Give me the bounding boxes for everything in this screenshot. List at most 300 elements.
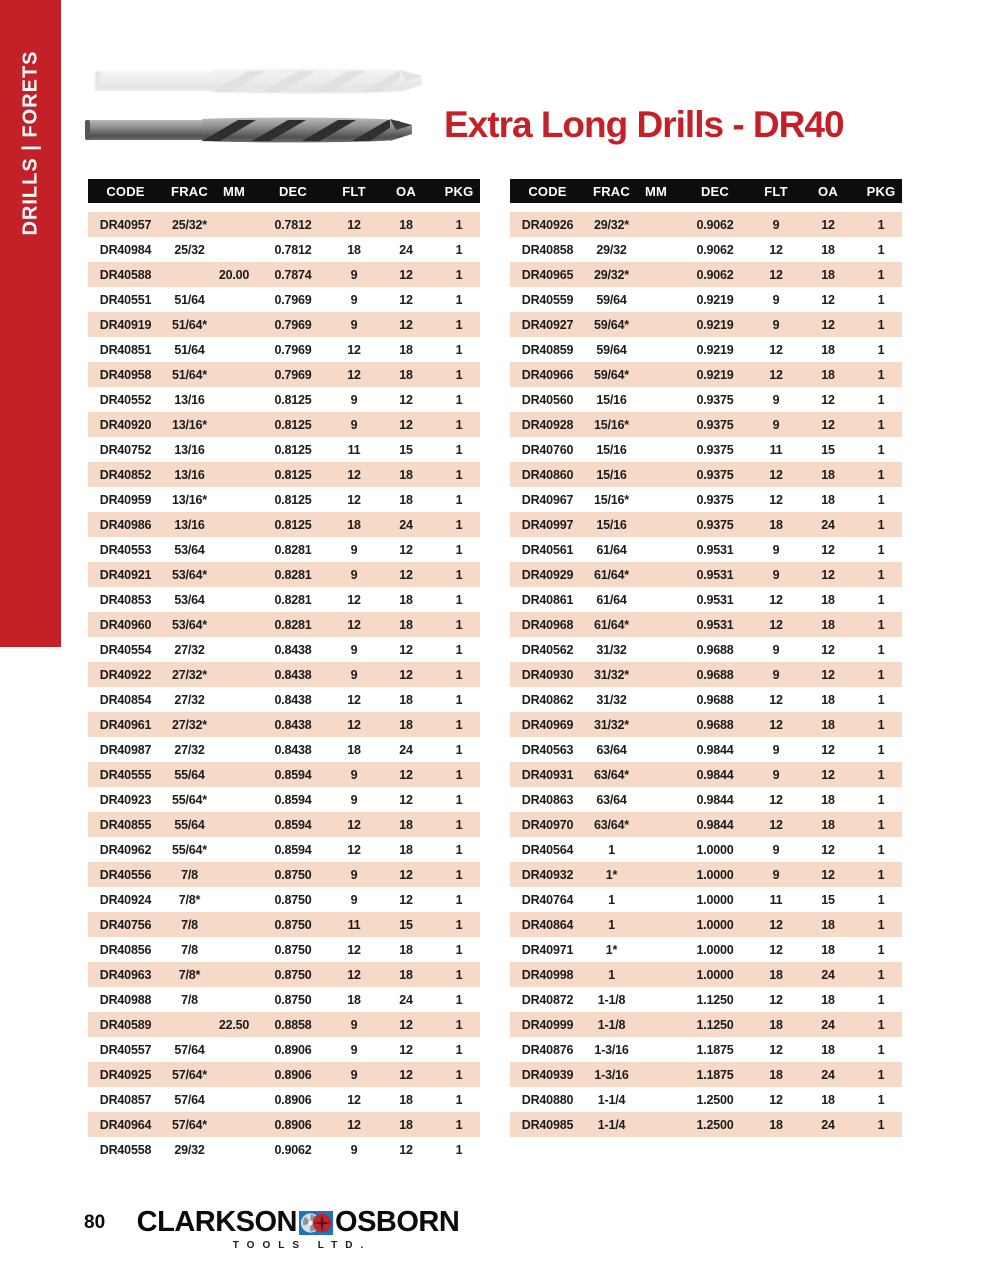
cell-flt: 12 <box>347 617 361 632</box>
cell-oa: 18 <box>399 367 413 382</box>
cell-oa: 18 <box>821 267 835 282</box>
cell-frac: 57/64 <box>174 1092 205 1107</box>
cell-mm <box>216 412 252 437</box>
cell-dec: 1.0000 <box>696 967 734 982</box>
cell-frac: 7/8* <box>178 967 201 982</box>
cell-mm <box>216 537 252 562</box>
cell-code: DR40862 <box>521 692 574 707</box>
cell-pkg: 1 <box>455 617 463 632</box>
cell-code: DR40560 <box>521 392 574 407</box>
cell-dec: 0.9375 <box>696 467 734 482</box>
cell-mm <box>216 1137 252 1162</box>
cell-oa: 12 <box>399 392 413 407</box>
cell-code: DR40960 <box>99 617 152 632</box>
cell-code: DR40554 <box>99 642 152 657</box>
cell-pkg: 1 <box>877 1067 885 1082</box>
cell-flt: 12 <box>347 817 361 832</box>
cell-oa: 12 <box>399 892 413 907</box>
cell-frac: 7/8 <box>181 942 198 957</box>
cell-oa: 18 <box>399 817 413 832</box>
cell-oa: 24 <box>821 517 835 532</box>
cell-frac: 13/16 <box>174 392 205 407</box>
cell-flt: 9 <box>350 1017 358 1032</box>
cell-oa: 12 <box>821 292 835 307</box>
cell-code: DR40957 <box>99 217 152 232</box>
cell-pkg: 1 <box>877 1042 885 1057</box>
cell-mm <box>638 612 674 637</box>
cell-code: DR40919 <box>99 317 152 332</box>
cell-dec: 0.8125 <box>274 442 312 457</box>
cell-code: DR40959 <box>99 492 152 507</box>
cell-dec: 0.8594 <box>274 842 312 857</box>
table-row <box>88 962 480 987</box>
cell-code: DR40854 <box>99 692 152 707</box>
cell-oa: 12 <box>821 742 835 757</box>
cell-dec: 0.7812 <box>274 217 312 232</box>
cell-oa: 18 <box>399 1117 413 1132</box>
cell-oa: 12 <box>821 217 835 232</box>
cell-pkg: 1 <box>455 1092 463 1107</box>
clarkson-osborn-logo-icon <box>299 1211 333 1235</box>
cell-frac: 29/32* <box>594 267 629 282</box>
cell-frac: 59/64* <box>594 317 629 332</box>
table-row <box>510 862 902 887</box>
table-row <box>510 687 902 712</box>
cell-flt: 12 <box>769 467 783 482</box>
cell-frac: 27/32* <box>172 717 207 732</box>
cell-dec: 0.8750 <box>274 867 312 882</box>
cell-flt: 9 <box>350 1142 358 1157</box>
cell-pkg: 1 <box>455 892 463 907</box>
cell-mm <box>638 208 674 238</box>
cell-code: DR40589 <box>99 1017 152 1032</box>
table-row <box>510 587 902 612</box>
table-row <box>88 437 480 462</box>
cell-dec: 1.1875 <box>696 1042 734 1057</box>
cell-dec: 1.0000 <box>696 942 734 957</box>
cell-flt: 12 <box>347 342 361 357</box>
cell-flt: 9 <box>772 217 780 232</box>
table-row <box>88 637 480 662</box>
cell-pkg: 1 <box>877 267 885 282</box>
table-row <box>510 637 902 662</box>
cell-pkg: 1 <box>455 1017 463 1032</box>
cell-frac: 15/16 <box>596 467 627 482</box>
cell-frac: 1 <box>608 967 615 982</box>
table-row <box>510 1062 902 1087</box>
cell-pkg: 1 <box>455 517 463 532</box>
cell-mm <box>216 737 252 762</box>
cell-pkg: 1 <box>877 467 885 482</box>
cell-mm <box>638 687 674 712</box>
cell-mm <box>216 1087 252 1112</box>
cell-oa: 18 <box>399 967 413 982</box>
cell-flt: 9 <box>350 392 358 407</box>
cell-frac: 63/64* <box>594 817 629 832</box>
cell-pkg: 1 <box>455 992 463 1007</box>
cell-mm <box>638 762 674 787</box>
cell-code: DR40929 <box>521 567 574 582</box>
cell-pkg: 1 <box>455 417 463 432</box>
cell-pkg: 1 <box>455 1142 463 1157</box>
cell-frac: 15/16* <box>594 417 629 432</box>
cell-dec: 0.9531 <box>696 542 734 557</box>
cell-dec: 0.8125 <box>274 467 312 482</box>
cell-pkg: 1 <box>877 767 885 782</box>
cell-dec: 1.0000 <box>696 892 734 907</box>
cell-code: DR40561 <box>521 542 574 557</box>
brand-subtitle: TOOLS LTD. <box>232 1239 372 1251</box>
cell-flt: 9 <box>350 792 358 807</box>
table-row <box>510 312 902 337</box>
table-row <box>88 712 480 737</box>
cell-dec: 0.9688 <box>696 717 734 732</box>
cell-flt: 9 <box>772 567 780 582</box>
cell-pkg: 1 <box>455 742 463 757</box>
cell-code: DR40555 <box>99 767 152 782</box>
cell-code: DR40760 <box>521 442 574 457</box>
cell-mm <box>216 437 252 462</box>
cell-flt: 18 <box>347 992 361 1007</box>
column-header-oa: OA <box>796 179 860 208</box>
cell-oa: 24 <box>821 1017 835 1032</box>
cell-mm <box>638 412 674 437</box>
cell-mm <box>638 662 674 687</box>
cell-flt: 9 <box>350 542 358 557</box>
cell-flt: 9 <box>350 417 358 432</box>
cell-oa: 15 <box>399 917 413 932</box>
cell-flt: 9 <box>772 542 780 557</box>
cell-code: DR40861 <box>521 592 574 607</box>
cell-mm <box>638 637 674 662</box>
cell-mm <box>216 712 252 737</box>
cell-code: DR40932 <box>521 867 574 882</box>
cell-code: DR40998 <box>521 967 574 982</box>
cell-flt: 18 <box>769 1117 783 1132</box>
cell-pkg: 1 <box>877 292 885 307</box>
cell-dec: 0.9375 <box>696 517 734 532</box>
cell-pkg: 1 <box>455 792 463 807</box>
cell-code: DR40553 <box>99 542 152 557</box>
cell-flt: 18 <box>347 742 361 757</box>
cell-pkg: 1 <box>877 242 885 257</box>
cell-frac: 57/64* <box>172 1067 207 1082</box>
cell-dec: 1.1875 <box>696 1067 734 1082</box>
cell-mm <box>638 1037 674 1062</box>
cell-flt: 9 <box>350 567 358 582</box>
cell-oa: 12 <box>399 867 413 882</box>
table-row <box>88 587 480 612</box>
cell-mm <box>638 337 674 362</box>
cell-flt: 18 <box>769 1017 783 1032</box>
cell-pkg: 1 <box>455 867 463 882</box>
cell-pkg: 1 <box>455 467 463 482</box>
cell-frac <box>163 262 216 287</box>
cell-dec: 1.1250 <box>696 1017 734 1032</box>
cell-mm <box>216 337 252 362</box>
cell-flt: 12 <box>769 1042 783 1057</box>
cell-oa: 12 <box>399 292 413 307</box>
cell-pkg: 1 <box>877 217 885 232</box>
cell-mm <box>216 887 252 912</box>
cell-mm <box>216 662 252 687</box>
cell-code: DR40984 <box>99 242 152 257</box>
cell-flt: 18 <box>769 517 783 532</box>
cell-dec: 0.9844 <box>696 767 734 782</box>
cell-mm <box>638 837 674 862</box>
cell-code: DR40924 <box>99 892 152 907</box>
cell-oa: 18 <box>399 342 413 357</box>
table-row <box>88 287 480 312</box>
column-header-dec: DEC <box>252 179 334 208</box>
cell-flt: 12 <box>769 492 783 507</box>
cell-mm <box>216 762 252 787</box>
cell-oa: 12 <box>821 567 835 582</box>
cell-frac: 1* <box>605 942 618 957</box>
cell-mm: 20.00 <box>218 267 250 282</box>
cell-frac: 63/64 <box>596 792 627 807</box>
cell-oa: 18 <box>399 692 413 707</box>
cell-flt: 9 <box>350 667 358 682</box>
cell-dec: 0.8438 <box>274 742 312 757</box>
cell-flt: 11 <box>347 442 361 457</box>
cell-flt: 12 <box>347 1092 361 1107</box>
cell-pkg: 1 <box>877 942 885 957</box>
table-row <box>510 962 902 987</box>
cell-flt: 12 <box>347 467 361 482</box>
cell-flt: 9 <box>772 417 780 432</box>
cell-code: DR40931 <box>521 767 574 782</box>
cell-pkg: 1 <box>877 642 885 657</box>
cell-oa: 12 <box>399 792 413 807</box>
cell-mm <box>216 312 252 337</box>
table-row <box>88 362 480 387</box>
cell-code: DR40564 <box>521 842 574 857</box>
cell-frac: 1-1/8 <box>597 1017 626 1032</box>
cell-flt: 12 <box>347 367 361 382</box>
cell-flt: 12 <box>347 492 361 507</box>
cell-frac: 57/64* <box>172 1117 207 1132</box>
table-row <box>88 237 480 262</box>
cell-mm <box>216 208 252 238</box>
column-header-pkg: PKG <box>438 179 480 208</box>
cell-flt: 12 <box>769 942 783 957</box>
column-header-mm: MM <box>638 179 674 208</box>
cell-oa: 12 <box>821 542 835 557</box>
cell-pkg: 1 <box>877 317 885 332</box>
cell-mm <box>638 362 674 387</box>
cell-flt: 9 <box>350 1067 358 1082</box>
cell-dec: 0.9062 <box>274 1142 312 1157</box>
cell-pkg: 1 <box>455 967 463 982</box>
table-row <box>510 737 902 762</box>
cell-code: DR40756 <box>99 917 152 932</box>
cell-flt: 12 <box>769 792 783 807</box>
cell-mm <box>216 487 252 512</box>
cell-frac: 27/32 <box>174 642 205 657</box>
cell-mm <box>638 712 674 737</box>
cell-dec: 0.9531 <box>696 592 734 607</box>
table-row <box>510 387 902 412</box>
cell-code: DR40964 <box>99 1117 152 1132</box>
cell-pkg: 1 <box>455 567 463 582</box>
cell-dec: 0.8750 <box>274 942 312 957</box>
table-row <box>510 262 902 287</box>
cell-oa: 12 <box>821 842 835 857</box>
cell-dec: 0.8594 <box>274 792 312 807</box>
cell-frac: 15/16 <box>596 517 627 532</box>
cell-flt: 9 <box>772 317 780 332</box>
cell-pkg: 1 <box>455 367 463 382</box>
cell-flt: 12 <box>347 592 361 607</box>
cell-frac: 57/64 <box>174 1042 205 1057</box>
cell-pkg: 1 <box>877 1092 885 1107</box>
cell-pkg: 1 <box>877 592 885 607</box>
table-row <box>510 787 902 812</box>
cell-dec: 0.9375 <box>696 492 734 507</box>
cell-frac: 31/32 <box>596 692 627 707</box>
cell-frac: 1 <box>608 917 615 932</box>
table-row <box>88 987 480 1012</box>
cell-mm <box>216 237 252 262</box>
table-row <box>88 1087 480 1112</box>
cell-oa: 18 <box>821 917 835 932</box>
cell-frac: 7/8 <box>181 917 198 932</box>
cell-oa: 18 <box>399 717 413 732</box>
cell-dec: 0.9688 <box>696 692 734 707</box>
cell-oa: 12 <box>399 1142 413 1157</box>
cell-frac: 55/64* <box>172 842 207 857</box>
cell-mm <box>216 287 252 312</box>
cell-code: DR40971 <box>521 942 574 957</box>
cell-frac: 7/8* <box>178 892 201 907</box>
cell-dec: 0.8594 <box>274 817 312 832</box>
cell-oa: 12 <box>399 767 413 782</box>
cell-mm <box>216 812 252 837</box>
table-row <box>510 887 902 912</box>
cell-frac: 61/64* <box>594 567 629 582</box>
cell-mm <box>638 512 674 537</box>
cell-dec: 0.9062 <box>696 217 734 232</box>
cell-oa: 18 <box>399 942 413 957</box>
cell-frac: 13/16 <box>174 442 205 457</box>
cell-dec: 0.7969 <box>274 292 312 307</box>
cell-flt: 9 <box>350 767 358 782</box>
cell-frac: 53/64 <box>174 542 205 557</box>
cell-frac <box>163 1012 216 1037</box>
cell-code: DR40923 <box>99 792 152 807</box>
cell-pkg: 1 <box>877 792 885 807</box>
cell-pkg: 1 <box>455 292 463 307</box>
cell-dec: 0.8438 <box>274 642 312 657</box>
cell-oa: 12 <box>399 567 413 582</box>
cell-pkg: 1 <box>877 967 885 982</box>
table-row <box>510 562 902 587</box>
cell-pkg: 1 <box>455 442 463 457</box>
cell-frac: 51/64 <box>174 292 205 307</box>
column-header-oa: OA <box>374 179 438 208</box>
cell-mm <box>216 987 252 1012</box>
table-row <box>510 537 902 562</box>
cell-frac: 31/32* <box>594 717 629 732</box>
cell-frac: 53/64* <box>172 617 207 632</box>
cell-code: DR40926 <box>521 217 574 232</box>
cell-mm <box>638 887 674 912</box>
drill-bit-ghost-image <box>94 62 424 100</box>
cell-code: DR40563 <box>521 742 574 757</box>
cell-oa: 18 <box>399 617 413 632</box>
cell-frac: 27/32 <box>174 742 205 757</box>
table-row <box>88 537 480 562</box>
column-header-flt: FLT <box>334 179 374 208</box>
cell-pkg: 1 <box>877 692 885 707</box>
cell-dec: 0.8906 <box>274 1042 312 1057</box>
cell-pkg: 1 <box>877 342 885 357</box>
cell-dec: 0.9375 <box>696 417 734 432</box>
cell-code: DR40851 <box>99 342 152 357</box>
cell-code: DR40925 <box>99 1067 152 1082</box>
cell-mm <box>638 312 674 337</box>
cell-mm: 22.50 <box>218 1017 250 1032</box>
cell-dec: 0.9062 <box>696 242 734 257</box>
cell-frac: 1-3/16 <box>594 1067 629 1082</box>
cell-frac: 53/64 <box>174 592 205 607</box>
cell-oa: 18 <box>399 592 413 607</box>
cell-pkg: 1 <box>877 992 885 1007</box>
table-row <box>88 487 480 512</box>
cell-oa: 18 <box>821 817 835 832</box>
cell-pkg: 1 <box>877 817 885 832</box>
cell-oa: 15 <box>821 442 835 457</box>
cell-pkg: 1 <box>455 542 463 557</box>
page-number: 80 <box>84 1212 106 1233</box>
cell-pkg: 1 <box>455 592 463 607</box>
cell-mm <box>638 862 674 887</box>
cell-frac: 63/64 <box>596 742 627 757</box>
cell-code: DR40556 <box>99 867 152 882</box>
cell-frac: 1* <box>605 867 618 882</box>
cell-dec: 1.0000 <box>696 842 734 857</box>
cell-dec: 1.0000 <box>696 917 734 932</box>
cell-code: DR40969 <box>521 717 574 732</box>
cell-oa: 12 <box>399 542 413 557</box>
cell-oa: 15 <box>821 892 835 907</box>
cell-flt: 18 <box>347 517 361 532</box>
cell-mm <box>216 912 252 937</box>
cell-code: DR40961 <box>99 717 152 732</box>
cell-pkg: 1 <box>455 392 463 407</box>
cell-pkg: 1 <box>877 742 885 757</box>
cell-oa: 12 <box>399 1067 413 1082</box>
cell-dec: 0.9219 <box>696 342 734 357</box>
cell-code: DR40863 <box>521 792 574 807</box>
table-row <box>88 862 480 887</box>
cell-frac: 25/32 <box>174 242 205 257</box>
column-header-flt: FLT <box>756 179 796 208</box>
column-header-dec: DEC <box>674 179 756 208</box>
cell-mm <box>216 462 252 487</box>
cell-dec: 0.8125 <box>274 517 312 532</box>
cell-dec: 0.7969 <box>274 317 312 332</box>
table-row <box>88 937 480 962</box>
cell-oa: 12 <box>399 417 413 432</box>
cell-dec: 0.9844 <box>696 792 734 807</box>
cell-mm <box>216 612 252 637</box>
cell-frac: 15/16 <box>596 392 627 407</box>
cell-code: DR40985 <box>521 1117 574 1132</box>
cell-mm <box>216 962 252 987</box>
cell-pkg: 1 <box>877 492 885 507</box>
